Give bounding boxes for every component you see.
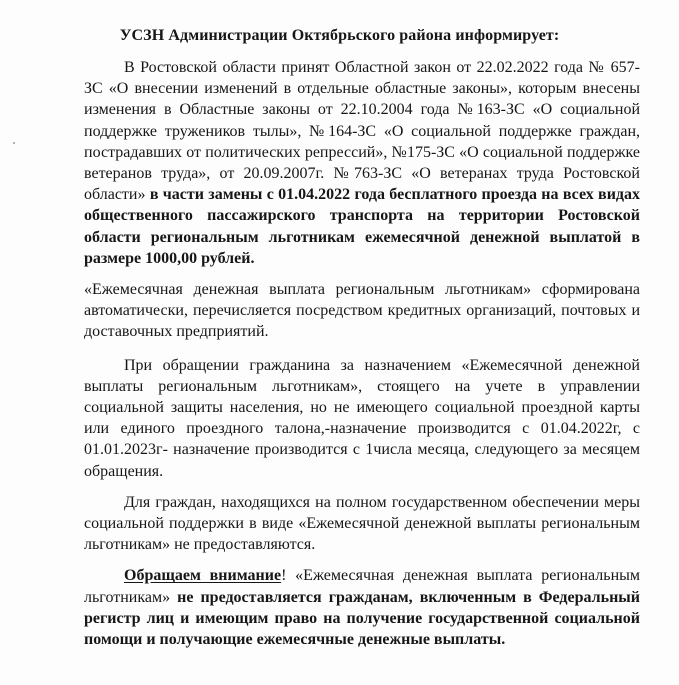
- paragraph-payment-automatic: «Ежемесячная денежная выплата региональным льготникам» сформирована автоматически, перечисляется посредством кредитных организаций, почтовых и доставочных предприятий.: [84, 281, 640, 341]
- paragraph-law-change-text: В Ростовской области принят Областной закон от 22.02.2022 года № 657-ЗС «О внесении изменений в отдельные областные законы», которым внесены изменения в Областные законы от 22.10.2004 года №163-ЗС «О социальной поддержке тружеников тылы», №164-ЗС «О социальной поддержке граждан, пострадавших от политических репрессий», №175-ЗС «О социальной поддержке ветеранов труда», от 20.09.2007г. №763-ЗС «О ветеранах труда Ростовской области»: [84, 59, 640, 204]
- paragraph-application: При обращении гражданина за назначением «Ежемесячной денежной выплаты региональным льготникам», стоящего на учете в управлении социальной защиты населения, но не имеющего социальной проездной карты или единого проездного талона,-назначение производится с 01.04.2022г, с 01.01.2023г- назначение производится с 1числа месяца, следующего за месяцем обращения.: [84, 356, 640, 480]
- paragraph-law-change-bold: в части замены с 01.04.2022 года бесплатного проезда на всех видах общественного пассажирского транспорта на территории Ростовской области региональным льготникам ежемесячной денежной выплатой в размере 1000,00 рублей.: [84, 186, 641, 267]
- paragraph-attention: [84, 565, 640, 650]
- paragraph-law-change: [84, 57, 640, 269]
- document-body: [84, 57, 640, 660]
- document-title: УСЗН Администрации Октябрьского района информирует:: [119, 27, 560, 44]
- attention-text: ! «Ежемесячная денежная выплата региональным льготникам»: [84, 567, 641, 606]
- attention-bold-text: не предоставляется гражданам, включенным в Федеральный регистр лиц и имеющим право на получение государственной социальной помощи и получающие ежемесячные денежные выплаты.: [84, 588, 641, 649]
- attention-label: Обращаем внимание: [124, 567, 282, 585]
- scan-speck: [13, 142, 15, 144]
- paragraph-state-support: Для граждан, находящихся на полном государственном обеспечении меры социальной поддержки в виде «Ежемесячной денежной выплаты региональным льготникам» не предоставляются.: [84, 493, 640, 554]
